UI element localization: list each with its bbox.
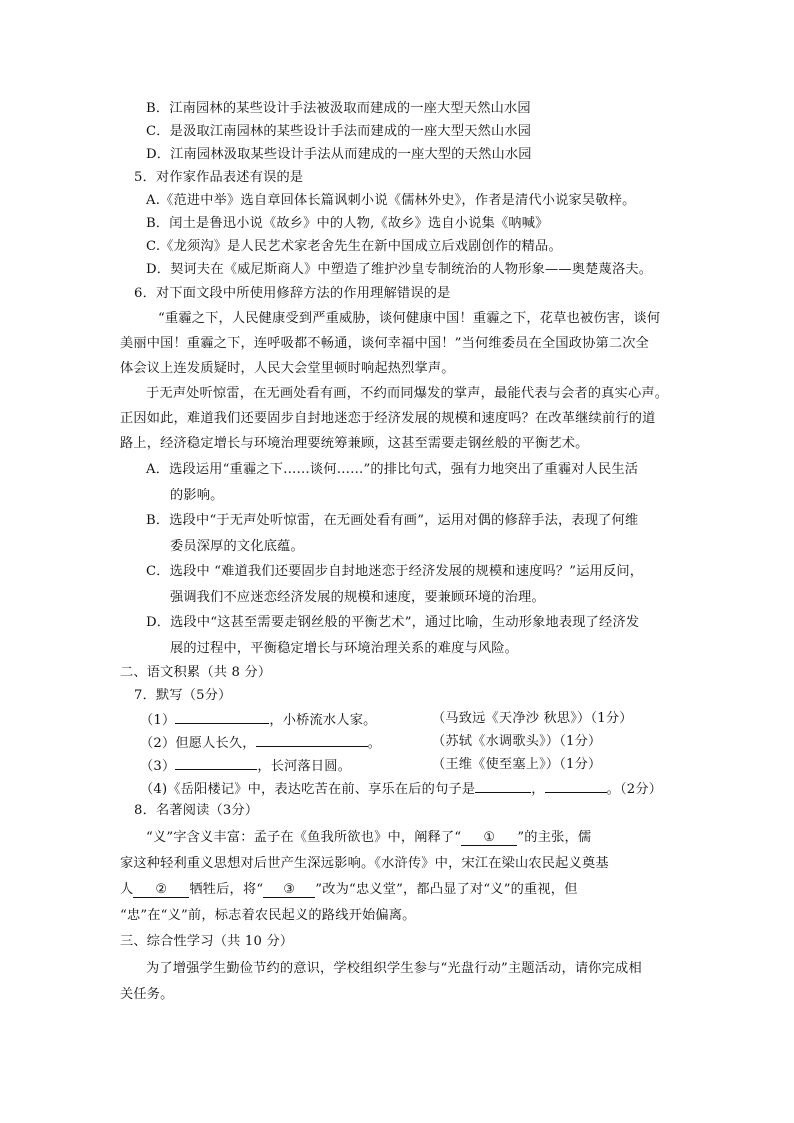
q8-line-3 bbox=[120, 880, 578, 900]
q8-line-1 bbox=[146, 828, 591, 848]
q6-passage-line: 正因如此，难道我们还要固步自封地迷恋于经济发展的规模和速度吗？在改革继续前行的道 bbox=[120, 411, 656, 426]
q5-option-b: B．闰土是鲁迅小说《故乡》中的人物,《故乡》选自小说集《呐喊》 bbox=[146, 216, 549, 231]
q5-stem: 5．对作家作品表述有误的是 bbox=[134, 170, 304, 185]
q6-passage-line: 于无声处听惊雷，在无画处看有画，不约而同爆发的掌声，最能代表与会者的真实心声。 bbox=[146, 386, 669, 401]
q8-line-4: “忠”在“义”前，标志着农民起义的路线开始偏离。 bbox=[120, 908, 416, 923]
circled-number-2: ② bbox=[155, 882, 168, 897]
q6-option-a-cont: 的影响。 bbox=[170, 488, 224, 503]
q8-line-1-end: ”的主张，儒 bbox=[517, 830, 592, 845]
q7-stem: 7．默写（5分） bbox=[134, 688, 232, 703]
answer-blank[interactable] bbox=[256, 732, 368, 747]
blank-1[interactable] bbox=[461, 831, 517, 846]
q7-line-2 bbox=[140, 732, 381, 754]
q8-line-2: 家这种轻利重义思想对后世产生深远影响。《水浒传》中，宋江在梁山农民起义奠基 bbox=[120, 856, 609, 871]
blank-3[interactable] bbox=[263, 883, 315, 898]
q5-option-c: C.《龙须沟》是人民艺术家老舍先生在新中国成立后戏剧创作的精品。 bbox=[146, 239, 562, 254]
section3-paragraph: 为了增强学生勤俭节约的意识，学校组织学生参与“光盘行动”主题活动，请你完成相 bbox=[146, 961, 642, 976]
q8-line-3-mid: 牺牲后，将“ bbox=[189, 882, 264, 897]
q7-line-3-text: ，长河落日圆。 bbox=[257, 759, 352, 774]
q6-option-b-cont: 委员深厚的文化底蕴。 bbox=[170, 539, 304, 554]
q6-passage-line: 美丽中国！重霾之下，连呼吸都不畅通，谈何幸福中国！”当何维委员在全国政协第二次全 bbox=[120, 336, 650, 351]
q5-option-a: A.《范进中举》选自章回体长篇讽刺小说《儒林外史》，作者是清代小说家吴敬梓。 bbox=[146, 193, 636, 208]
q7-line-4-prefix: （4)《岳阳楼记》中，表达吃苦在前、享乐在后的句子是 bbox=[140, 782, 476, 797]
q7-line-3-prefix: （3） bbox=[140, 759, 176, 774]
q6-passage-line: 体会议上连发质疑时，人民大会堂里顿时响起热烈掌声。 bbox=[120, 361, 455, 376]
q6-option-c: C．选段中 “难道我们还要固步自封地迷恋于经济发展的规模和速度吗？”运用反问， bbox=[146, 564, 644, 579]
q8-line-3-end: ”改为“忠义堂”，都凸显了对“义”的重视，但 bbox=[315, 882, 578, 897]
q6-option-c-cont: 强调我们不应迷恋经济发展的规模和速度，要兼顾环境的治理。 bbox=[170, 590, 545, 605]
q7-line-4-sep: ， bbox=[531, 782, 545, 797]
q7-line-1-text: ，小桥流水人家。 bbox=[269, 713, 377, 728]
q8-stem: 8．名著阅读（3分） bbox=[134, 803, 259, 818]
q6-stem: 6．对下面文段中所使用修辞方法的作用理解错误的是 bbox=[134, 286, 451, 301]
q6-passage-line: 路上，经济稳定增长与环境治理要统筹兼顾，这甚至需要走钢丝般的平衡艺术。 bbox=[120, 436, 589, 451]
q7-line-1-source: （马致远《天净沙 秋思》）（1分） bbox=[432, 711, 633, 726]
q6-option-d: D．选段中“这甚至需要走钢丝般的平衡艺术”，通过比喻，生动形象地表现了经济发 bbox=[146, 615, 640, 630]
q6-passage-line: “重霾之下，人民健康受到严重威胁，谈何健康中国！重霾之下，花草也被伤害，谈何 bbox=[158, 311, 661, 326]
answer-blank[interactable] bbox=[175, 709, 269, 724]
q8-line-1-text: “义”字含义丰富：孟子在《鱼我所欲也》中，阐释了“ bbox=[146, 830, 462, 845]
q6-option-b: B．选段中“于无声处听惊雷，在无画处看有画”，运用对偶的修辞手法，表现了何维 bbox=[146, 513, 639, 528]
q4-option-d: D．江南园林汲取某些设计手法从而建成的一座大型的天然山水园 bbox=[146, 147, 532, 162]
answer-blank[interactable] bbox=[545, 778, 607, 793]
q7-line-3-source: （王维《使至塞上》）（1分） bbox=[432, 757, 602, 772]
q7-line-1-prefix: （1） bbox=[140, 713, 176, 728]
q7-line-4-suffix: 。（2分） bbox=[606, 782, 663, 797]
q7-line-2-text: 。 bbox=[367, 736, 382, 751]
circled-number-1: ① bbox=[483, 830, 496, 845]
q4-option-b: B．江南园林的某些设计手法被汲取而建成的一座大型天然山水园 bbox=[146, 101, 531, 116]
q7-line-1 bbox=[140, 709, 376, 731]
q6-option-d-cont: 展的过程中，平衡稳定增长与环境治理关系的难度与风险。 bbox=[170, 641, 519, 656]
q4-option-c: C．是汲取江南园林的某些设计手法而建成的一座大型天然山水园 bbox=[146, 124, 532, 139]
q7-line-4 bbox=[140, 778, 662, 800]
q7-line-2-prefix: （2）但愿人长久， bbox=[140, 736, 256, 751]
answer-blank[interactable] bbox=[475, 778, 531, 793]
q7-line-3 bbox=[140, 755, 351, 777]
q5-option-d: D．契诃夫在《威尼斯商人》中塑造了维护沙皇专制统治的人物形象——奥楚蔑洛夫。 bbox=[146, 262, 653, 277]
blank-2[interactable] bbox=[133, 883, 189, 898]
q8-line-3-text: 人 bbox=[120, 882, 134, 897]
section3-paragraph-cont: 关任务。 bbox=[120, 987, 174, 1002]
circled-number-3: ③ bbox=[283, 882, 296, 897]
section3-heading: 三、综合性学习（共 10 分） bbox=[120, 934, 294, 949]
q6-option-a: A．选段运用“重霾之下……谈何……”的排比句式，强有力地突出了重霾对人民生活 bbox=[146, 462, 639, 477]
q7-line-2-source: （苏轼《水调歌头》）（1分） bbox=[432, 734, 602, 749]
section2-heading: 二、语文积累（共 8 分） bbox=[120, 665, 272, 680]
answer-blank[interactable] bbox=[175, 755, 257, 770]
